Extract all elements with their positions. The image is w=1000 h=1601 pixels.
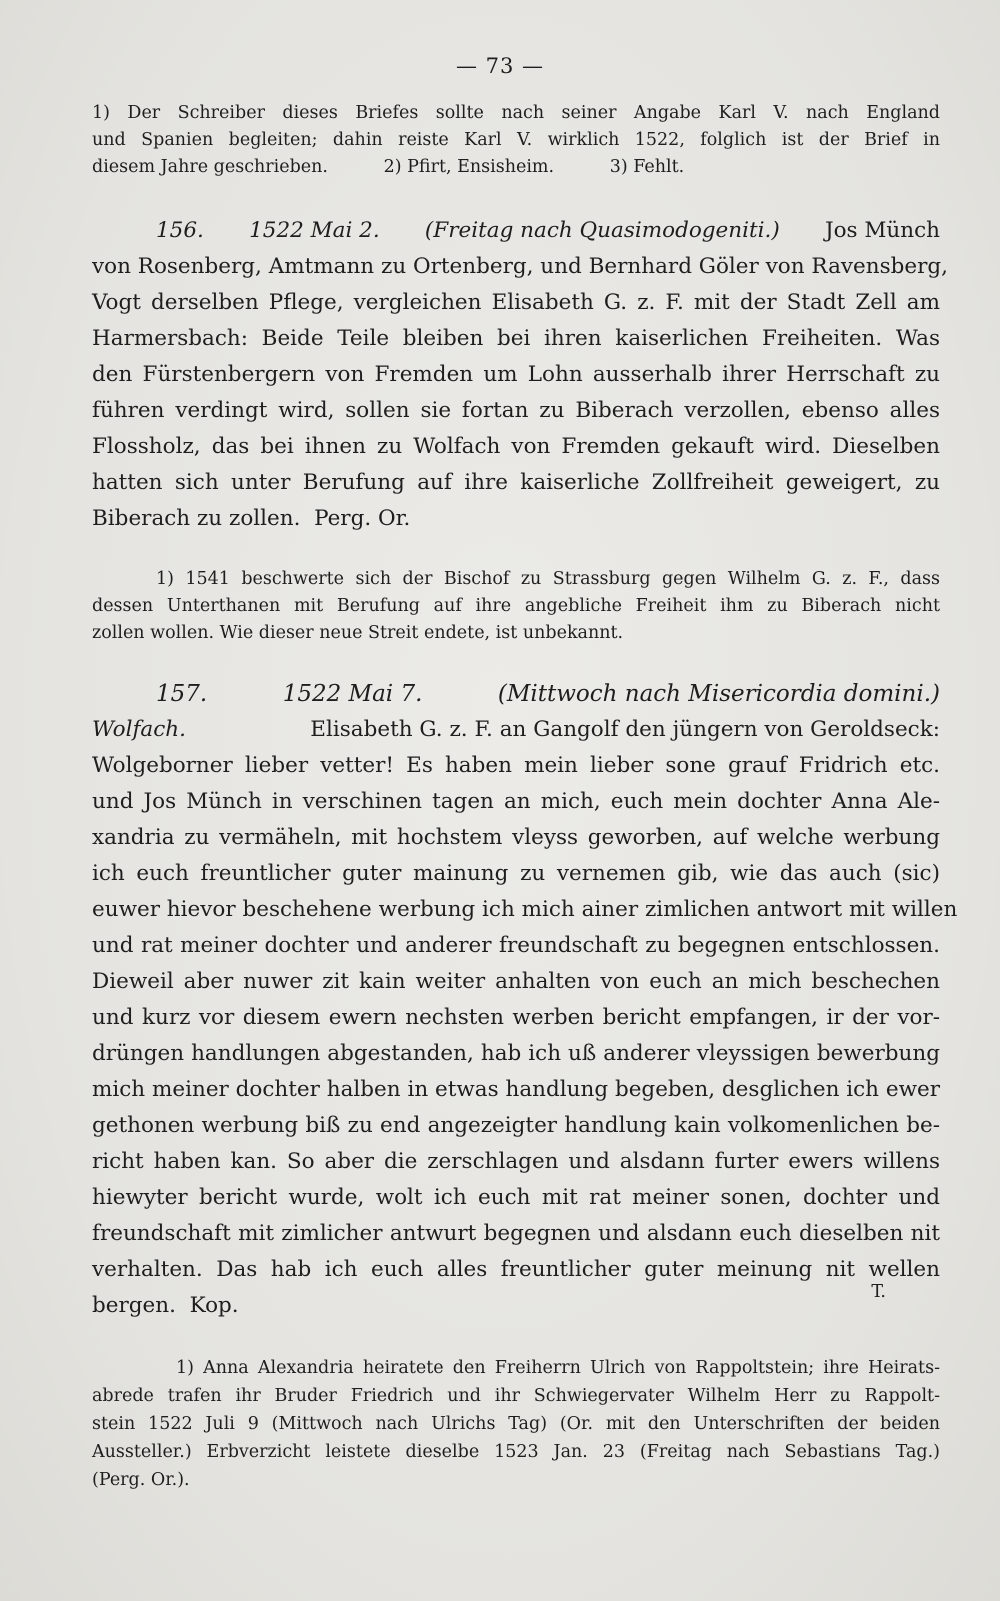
body-line: von Rosenberg, Amtmann zu Ortenberg, und Bernhard Göler von Ravensberg,	[92, 254, 949, 279]
body-line: Biberach zu zollen. Perg. Or.	[92, 506, 411, 531]
entry-number: 157.	[156, 681, 208, 707]
entry-156	[92, 213, 949, 537]
body-line: Wolgeborner lieber vetter! Es haben mein lieber sone grauf Fridrich etc.	[92, 753, 940, 778]
footnote-line: Aussteller.) Erbverzicht leistete dieselbe 1523 Jan. 23 (Freitag nach Sebastians Tag.)	[92, 1442, 940, 1462]
body-line: Flossholz, das bei ihnen zu Wolfach von Fremden gekauft wird. Dieselben	[92, 434, 940, 459]
body-line: und kurz vor diesem ewern nechsten werben bericht empfangen, ir der vor-	[92, 1005, 940, 1030]
entry-157	[92, 676, 958, 1324]
footnote-line: 1) Der Schreiber dieses Briefes sollte nach seiner Angabe Karl V. nach England	[92, 103, 940, 123]
page-number: — 73 —	[455, 54, 545, 78]
body-line: richt haben kan. So aber die zerschlagen und alsdann furter ewers willens	[92, 1149, 940, 1174]
footnote-line: abrede trafen ihr Bruder Friedrich und ihr Schwiegervater Wilhelm Herr zu Rappolt-	[92, 1386, 940, 1406]
entry-date: 1522 Mai 2.	[249, 218, 380, 243]
closing-line	[92, 1282, 940, 1324]
entry-feast: (Freitag nach Quasimodogeniti.)	[424, 218, 780, 243]
footnote-line: dessen Unterthanen mit Berufung auf ihre angebliche Freiheit ihm zu Biberach nicht	[92, 596, 940, 616]
entry-heading-text: Jos Münch	[824, 218, 940, 243]
body-line: Harmersbach: Beide Teile bleiben bei ihren kaiserlichen Freiheiten. Was	[92, 326, 940, 351]
footnote-line: diesem Jahre geschrieben. 2) Pfirt, Ensisheim. 3) Fehlt.	[92, 157, 685, 177]
footnote-156	[92, 566, 940, 647]
body-line: freundschaft mit zimlicher antwurt begegnen und alsdann euch dieselben nit	[92, 1221, 940, 1246]
entry-place: Wolfach.	[92, 717, 186, 742]
footnote-line: stein 1522 Juli 9 (Mittwoch nach Ulrichs Tag) (Or. mit den Unterschriften der beiden	[92, 1414, 940, 1434]
body-line: hatten sich unter Berufung auf ihre kaiserliche Zollfreiheit geweigert, zu	[92, 470, 940, 495]
entry-feast: (Mittwoch nach Misericordia domini.)	[497, 681, 940, 707]
body-line: bergen. Kop.	[92, 1293, 239, 1318]
closing-mark: T.	[871, 1282, 886, 1302]
footnote-top	[92, 100, 940, 181]
body-line: und Jos Münch in verschinen tagen an mich, euch mein dochter Anna Ale-	[92, 789, 940, 814]
body-line: verhalten. Das hab ich euch alles freuntlicher guter meinung nit wellen	[92, 1257, 940, 1282]
body-line: drüngen handlungen abgestanden, hab ich uß anderer vleyssigen bewerbung	[92, 1041, 940, 1066]
entry-heading	[92, 676, 940, 712]
body-line: Elisabeth G. z. F. an Gangolf den jüngern von Geroldseck:	[310, 717, 940, 742]
body-line: Vogt derselben Pflege, vergleichen Elisabeth G. z. F. mit der Stadt Zell am	[92, 290, 940, 315]
footnote-line: zollen wollen. Wie dieser neue Streit endete, ist unbekannt.	[92, 623, 624, 643]
entry-first-line	[92, 712, 940, 748]
body-line: hiewyter bericht wurde, wolt ich euch mit rat meiner sonen, dochter und	[92, 1185, 940, 1210]
entry-heading	[92, 213, 940, 249]
footnote-line: 1) Anna Alexandria heiratete den Freiherrn Ulrich von Rappoltstein; ihre Heirats-	[176, 1358, 940, 1378]
body-line: und rat meiner dochter und anderer freundschaft zu begegnen entschlossen.	[92, 933, 940, 958]
footnote-line: und Spanien begleiten; dahin reiste Karl V. wirklich 1522, folglich ist der Brief in	[92, 130, 940, 150]
footnote-157	[92, 1354, 940, 1494]
body-line: ich euch freuntlicher guter mainung zu vernemen gib, wie das auch (sic)	[92, 861, 940, 886]
body-line: führen verdingt wird, sollen sie fortan zu Biberach verzollen, ebenso alles	[92, 398, 940, 423]
body-line: den Fürstenbergern von Fremden um Lohn ausserhalb ihrer Herrschaft zu	[92, 362, 940, 387]
body-line: Dieweil aber nuwer zit kain weiter anhalten von euch an mich beschechen	[92, 969, 940, 994]
entry-number: 156.	[156, 218, 204, 243]
footnote-line: 1) 1541 beschwerte sich der Bischof zu Strassburg gegen Wilhelm G. z. F., dass	[156, 569, 940, 589]
footnote-line: (Perg. Or.).	[92, 1470, 190, 1490]
entry-date: 1522 Mai 7.	[282, 681, 423, 707]
body-line: mich meiner dochter halben in etwas handlung begeben, desglichen ich ewer	[92, 1077, 940, 1102]
body-line: euwer hievor beschehene werbung ich mich ainer zimlichen antwort mit willen	[92, 897, 958, 922]
body-line: gethonen werbung biß zu end angezeigter handlung kain volkomenlichen be-	[92, 1113, 940, 1138]
body-line: xandria zu vermäheln, mit hochstem vleyss geworben, auf welche werbung	[92, 825, 940, 850]
